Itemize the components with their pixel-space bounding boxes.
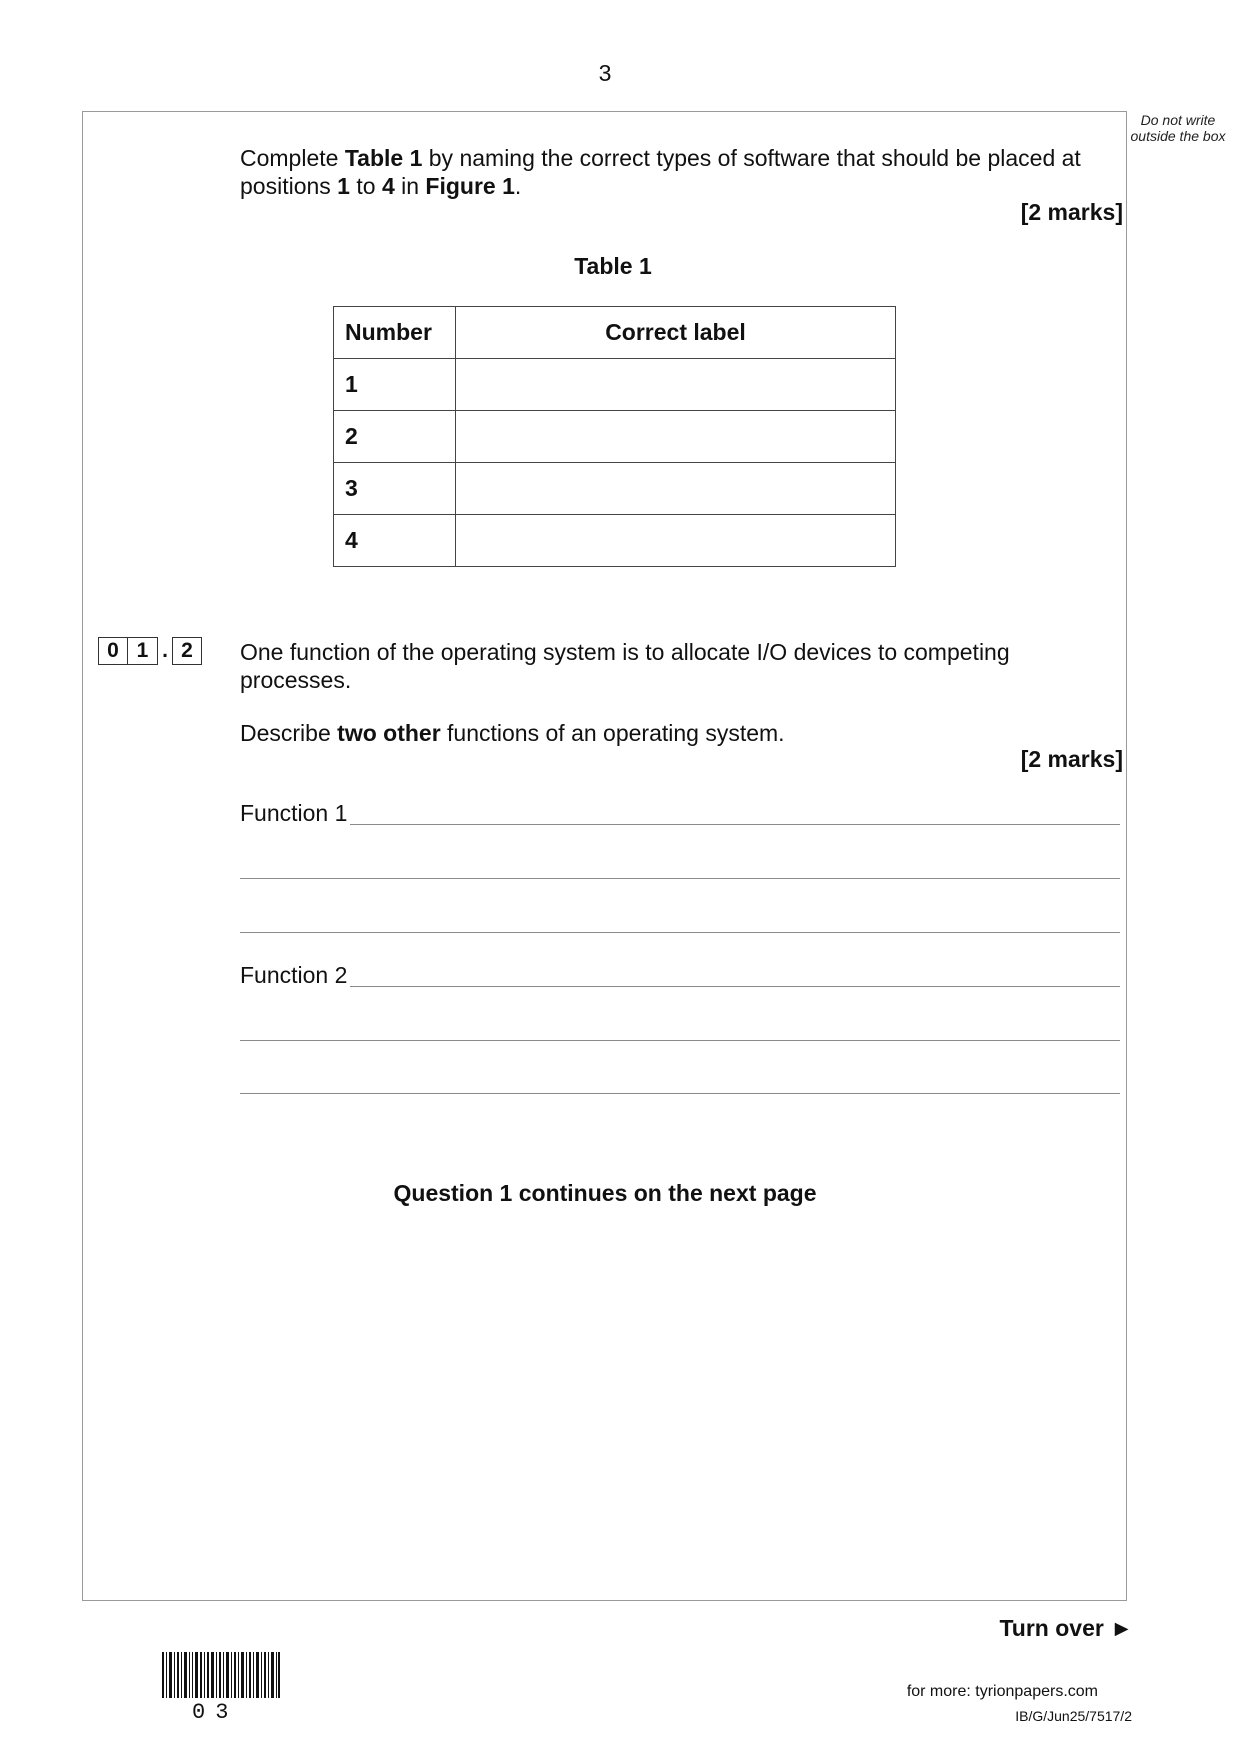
table-header-row [334,307,896,359]
paper-reference: IB/G/Jun25/7517/2 [1015,1708,1132,1724]
table-row [334,515,896,567]
answer-cell[interactable] [456,515,896,567]
body-text-run: Describe [240,720,338,746]
answer-cell[interactable] [456,359,896,411]
row-number: 1 [334,359,456,411]
answer-line[interactable] [240,1040,1120,1041]
table-row [334,411,896,463]
answer-cell[interactable] [456,463,896,515]
emphasis-text: 1 [337,173,350,199]
continues-note: Question 1 continues on the next page [393,1180,817,1206]
emphasis-text: 4 [381,173,395,199]
body-text-run: functions of an operating system. [440,720,785,746]
row-number: 4 [334,515,456,567]
function-2-label: Function 2 [240,962,348,988]
body-text-run: in [394,173,426,199]
body-text-run: to [349,173,382,199]
emphasis-text: Figure 1 [425,173,515,199]
emphasis-text: two other [337,720,441,746]
question-1-2-intro: One function of the operating system is to allocate I/O devices to competing processes. [240,639,1010,693]
answer-table [333,306,896,567]
answer-cell[interactable] [456,411,896,463]
row-number: 2 [334,411,456,463]
body-text-run: Complete [240,145,345,171]
question-number-digit: 0 [98,637,128,665]
table-row [334,359,896,411]
header-number: Number [334,307,456,359]
body-text-run: by naming the correct types of software that should be placed at positions [240,145,1081,199]
function-1-label: Function 1 [240,800,348,826]
question-number-digit: 1 [128,637,158,665]
marks-label-1: [2 marks] [1020,199,1123,225]
table-caption: Table 1 [574,253,652,279]
turn-over-label: Turn over ► [999,1615,1133,1641]
margin-note: Do not write outside the box [1130,112,1226,144]
table-row [334,463,896,515]
answer-line[interactable] [350,986,1120,987]
website-note: for more: tyrionpapers.com [906,1683,1098,1700]
marks-label-2: [2 marks] [1020,746,1123,772]
barcode-digits: 03 [192,1700,239,1725]
emphasis-text: Table 1 [344,145,423,171]
question-number-separator: . [162,639,168,662]
header-correct-label: Correct label [456,307,896,359]
row-number: 3 [334,463,456,515]
question-1-2-instruction [240,719,1120,747]
answer-line[interactable] [350,824,1120,825]
body-text-run: . [514,173,522,199]
answer-line[interactable] [240,932,1120,933]
answer-line[interactable] [240,878,1120,879]
answer-line[interactable] [240,1093,1120,1094]
question-number [98,637,202,665]
question-number-digit: 2 [172,637,202,665]
question-1-1-intro [240,144,1120,200]
page-number: 3 [598,60,612,86]
barcode-image [162,1652,280,1698]
